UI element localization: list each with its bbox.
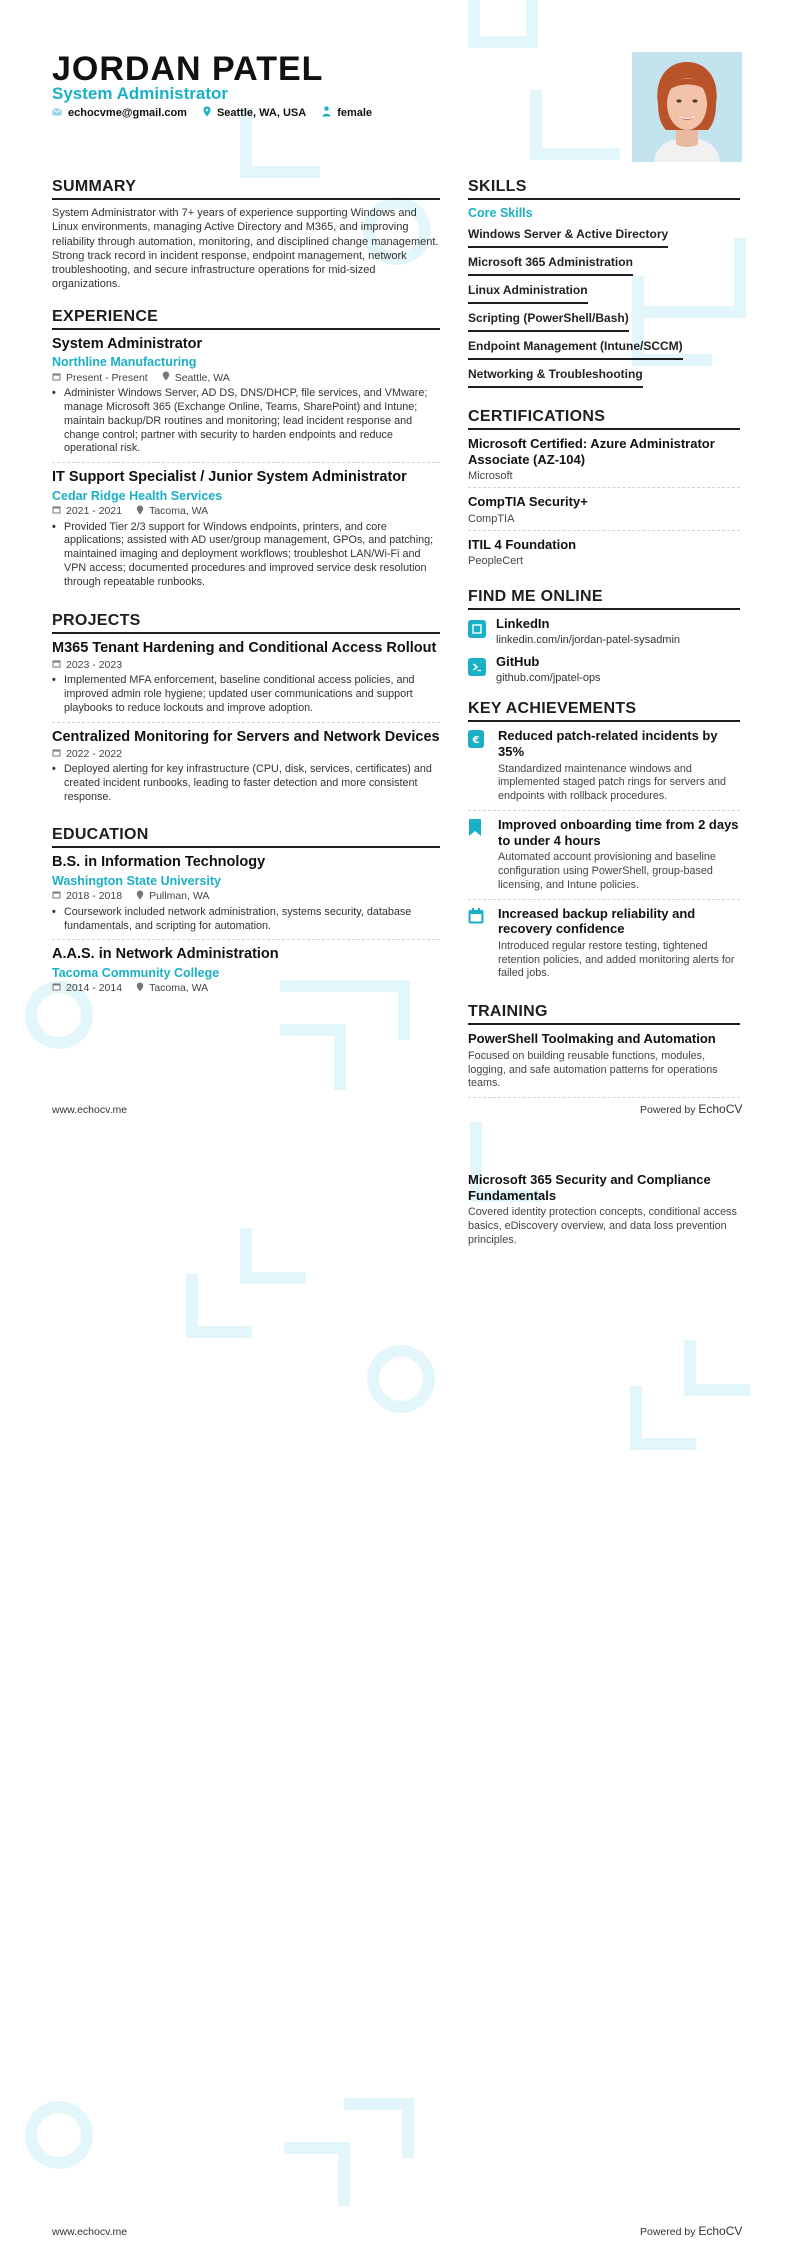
project-bullet: • Implemented MFA enforcement, baseline conditional access policies, and improved admin role hygiene; updated user communications and support playbooks to reduce lockouts and improve adoption. xyxy=(52,674,415,714)
experience-bullet: • Administer Windows Server, AD DS, DNS/DHCP, file services, and VMware; manage Microsoft 365 (Exchange Online, Teams, SharePoint) and Intune; maintain backup/DR routines and monitoring; lead incident response and change control; partner with security to harden endpoints and reduce operational risk. xyxy=(52,387,428,455)
footer-url[interactable]: www.echocv.me xyxy=(52,1104,128,1116)
footer-powered-by xyxy=(640,2224,742,2238)
calendar-icon xyxy=(52,505,61,517)
project-title: Centralized Monitoring for Servers and Network Devices xyxy=(52,728,440,745)
project-entry xyxy=(52,729,440,811)
certification-issuer: CompTIA xyxy=(468,512,515,525)
education-entry xyxy=(52,854,440,940)
training-heading: TRAINING xyxy=(468,1003,740,1025)
project-entry xyxy=(52,640,440,723)
education-degree: B.S. in Information Technology xyxy=(52,854,266,871)
envelope-icon xyxy=(52,107,62,119)
footer-powered-by xyxy=(640,1102,742,1116)
experience-company: Cedar Ridge Health Services xyxy=(52,488,223,503)
project-title: M365 Tenant Hardening and Conditional Access Rollout xyxy=(52,639,437,656)
calendar-icon xyxy=(52,890,61,902)
decor-bracket-mid-2 xyxy=(186,1228,306,1338)
page2-right-column xyxy=(468,1172,740,1254)
contact-bar xyxy=(52,106,372,120)
decor-circle-mid xyxy=(366,1344,436,1414)
experience-entry xyxy=(52,469,440,595)
online-url[interactable]: linkedin.com/in/jordan-patel-sysadmin xyxy=(496,634,681,647)
map-pin-icon xyxy=(136,890,144,903)
training-entry xyxy=(468,1031,740,1098)
certification-issuer: Microsoft xyxy=(468,470,513,483)
decor-circle-bottom xyxy=(24,2100,94,2170)
bookmark-icon xyxy=(468,819,486,893)
left-column xyxy=(52,178,440,1002)
experience-dates: 2021 - 2021 xyxy=(66,505,123,518)
education-entry xyxy=(52,946,440,1000)
experience-meta xyxy=(52,505,440,518)
skill-item: Windows Server & Active Directory xyxy=(468,224,668,248)
brand-name: EchoCV xyxy=(698,2224,743,2238)
powered-by-text: Powered by xyxy=(640,1104,696,1116)
education-school: Tacoma Community College xyxy=(52,965,220,980)
euro-icon xyxy=(468,730,486,804)
experience-location: Seattle, WA xyxy=(174,371,230,384)
project-bullet: • Deployed alerting for key infrastructure (CPU, disk, services, certificates) and created incident runbooks, leading to faster detection and more consistent response. xyxy=(52,762,432,803)
certifications-section xyxy=(468,408,740,572)
right-column xyxy=(468,178,743,1116)
experience-entry xyxy=(52,336,440,463)
achievement-title: Reduced patch-related incidents by 35% xyxy=(498,728,718,759)
certifications-heading: CERTIFICATIONS xyxy=(468,408,740,430)
training-title: PowerShell Toolmaking and Automation xyxy=(468,1031,716,1047)
svg-text:€: € xyxy=(472,735,480,747)
location-text: Seattle, WA, USA xyxy=(216,107,307,119)
skills-heading: SKILLS xyxy=(468,178,740,200)
certification-name: Microsoft Certified: Azure Administrator Associate (AZ-104) xyxy=(468,436,715,467)
achievement-description: Introduced regular restore testing, tightened retention policies, and added monitoring alerts for failed jobs. xyxy=(498,939,735,980)
map-pin-icon xyxy=(136,505,144,518)
experience-bullet: • Provided Tier 2/3 support for Windows endpoints, printers, and core applications; assisted with AD user/group management, GPOs, and patching; maintained imaging and deployment workflows; troubleshot LAN/Wi-Fi and VPN access; documented procedures and improved service desk resolution through repeatable runbooks. xyxy=(52,520,434,588)
summary-paragraph-2: Strong track record in incident response, endpoint management, network troubleshooting, and secure infrastructure operations for mid-sized organizations. xyxy=(52,249,407,291)
skills-subheading: Core Skills xyxy=(468,206,533,220)
project-dates: 2023 - 2023 xyxy=(66,659,123,672)
calendar-icon xyxy=(52,659,61,671)
skill-item: Microsoft 365 Administration xyxy=(468,252,633,276)
calendar-icon xyxy=(52,748,61,760)
education-dates: 2014 - 2014 xyxy=(66,982,123,995)
education-location: Tacoma, WA xyxy=(149,982,209,995)
education-bullet: • Coursework included network administration, systems security, database fundamentals, and scripting for automation. xyxy=(52,905,412,932)
email-text: echocvme@gmail.com xyxy=(68,107,187,119)
calendar-icon xyxy=(468,908,486,982)
brand-name: EchoCV xyxy=(698,1102,743,1116)
training-description: Focused on building reusable functions, modules, logging, and safe automation patterns for operations teams. xyxy=(468,1049,718,1090)
experience-job-title: IT Support Specialist / Junior System Administrator xyxy=(52,469,407,486)
skill-item: Linux Administration xyxy=(468,280,588,304)
certification-entry xyxy=(468,494,740,531)
training-section xyxy=(468,1003,740,1098)
summary-section xyxy=(52,178,440,292)
profile-photo xyxy=(632,52,742,162)
training-title: Microsoft 365 Security and Compliance Fundamentals xyxy=(468,1172,711,1203)
education-location: Pullman, WA xyxy=(149,890,210,903)
experience-job-title: System Administrator xyxy=(52,335,203,352)
decor-bracket-right-4 xyxy=(630,1340,750,1450)
education-dates: 2018 - 2018 xyxy=(66,890,123,903)
summary-heading: SUMMARY xyxy=(52,178,440,200)
experience-meta xyxy=(52,371,440,384)
certification-entry xyxy=(468,537,740,573)
powered-by-text: Powered by xyxy=(640,2226,696,2238)
experience-heading: EXPERIENCE xyxy=(52,308,440,330)
skill-item: Endpoint Management (Intune/SCCM) xyxy=(468,336,683,360)
achievement-title: Improved onboarding time from 2 days to under 4 hours xyxy=(498,817,739,848)
skill-item: Scripting (PowerShell/Bash) xyxy=(468,308,629,332)
certification-name: CompTIA Security+ xyxy=(468,494,588,510)
projects-section xyxy=(52,612,440,811)
training-description: Covered identity protection concepts, conditional access basics, eDiscovery overview, and data loss prevention principles. xyxy=(468,1206,737,1246)
summary-paragraph-1: System Administrator with 7+ years of experience supporting Windows and Linux environments, managing Active Directory and M365, and improving reliability through automation, monitoring, and disciplined change management. xyxy=(52,207,439,248)
achievement-entry xyxy=(468,728,740,811)
certification-name: ITIL 4 Foundation xyxy=(468,536,577,552)
decor-bracket-top-1 xyxy=(468,0,538,48)
decor-bracket-top-2 xyxy=(530,90,620,160)
contact-location xyxy=(203,106,306,120)
candidate-name: JORDAN PATEL xyxy=(52,50,324,88)
online-heading: FIND ME ONLINE xyxy=(468,588,740,610)
map-pin-icon xyxy=(162,371,170,384)
terminal-icon xyxy=(468,658,486,676)
certification-entry xyxy=(468,436,740,488)
gender-text: female xyxy=(337,107,373,119)
online-linkedin[interactable] xyxy=(468,616,740,646)
experience-section xyxy=(52,308,440,596)
map-pin-icon xyxy=(203,106,211,120)
education-school: Washington State University xyxy=(52,873,222,888)
training-entry xyxy=(468,1172,740,1254)
contact-gender xyxy=(322,106,372,120)
achievement-description: Standardized maintenance windows and implemented staged patch rings for servers and endpoints with rollback procedures. xyxy=(498,762,727,803)
linkedin-icon xyxy=(468,620,486,638)
map-pin-icon xyxy=(136,982,144,995)
experience-company: Northline Manufacturing xyxy=(52,355,197,370)
education-heading: EDUCATION xyxy=(52,826,440,848)
education-degree: A.A.S. in Network Administration xyxy=(52,946,279,963)
calendar-icon xyxy=(52,982,61,994)
experience-dates: Present - Present xyxy=(66,371,148,384)
achievements-section xyxy=(468,700,740,987)
person-icon xyxy=(322,106,331,120)
decor-bracket-bottom xyxy=(284,2098,414,2208)
skills-section xyxy=(468,178,740,392)
experience-location: Tacoma, WA xyxy=(149,505,209,518)
achievement-description: Automated account provisioning and baseline configuration using PowerShell, group-based licensing, and Intune policies. xyxy=(498,851,716,891)
contact-email[interactable] xyxy=(52,106,187,120)
achievement-entry xyxy=(468,906,740,988)
online-url[interactable]: github.com/jpatel-ops xyxy=(496,672,601,685)
projects-heading: PROJECTS xyxy=(52,612,440,634)
project-dates: 2022 - 2022 xyxy=(66,747,123,760)
certification-issuer: PeopleCert xyxy=(468,555,524,568)
skill-item: Networking & Troubleshooting xyxy=(468,364,643,388)
education-section xyxy=(52,826,440,995)
online-section xyxy=(468,588,740,684)
online-name: LinkedIn xyxy=(496,616,550,632)
achievement-title: Increased backup reliability and recovery confidence xyxy=(498,905,696,937)
footer-url[interactable]: www.echocv.me xyxy=(52,2226,128,2238)
online-name: GitHub xyxy=(496,654,540,670)
job-title: System Administrator xyxy=(52,84,229,103)
education-clip xyxy=(52,854,440,995)
calendar-icon xyxy=(52,372,61,384)
achievement-entry xyxy=(468,817,740,900)
online-github[interactable] xyxy=(468,654,740,684)
achievements-heading: KEY ACHIEVEMENTS xyxy=(468,700,740,722)
